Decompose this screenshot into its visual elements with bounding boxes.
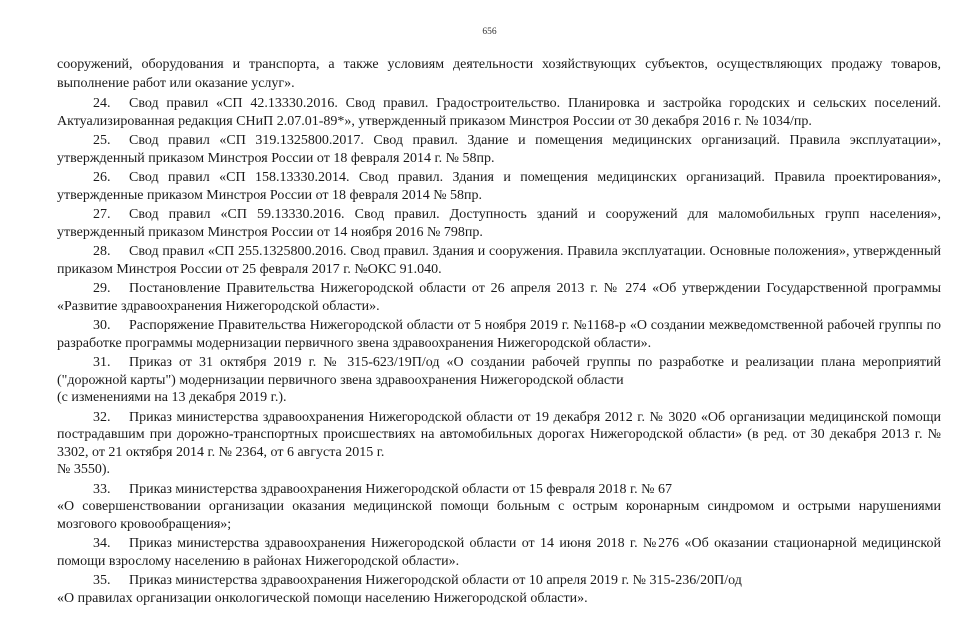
reference-text: Распоряжение Правительства Нижегородской области от 5 ноября 2019 г. №1168-р «О создании межведомственной рабочей группы по разработке программы модернизации первичного звена здравоохранения Нижегородской области». [57, 318, 941, 351]
reference-item [57, 572, 941, 607]
reference-text: Приказ министерства здравоохранения Нижегородской области от 15 февраля 2018 г. № 67 [129, 481, 673, 497]
reference-number: 30. [93, 318, 111, 333]
reference-continuation: «О правилах организации онкологической помощи населению Нижегородской области». [57, 590, 588, 606]
reference-item [57, 535, 941, 570]
reference-number: 31. [93, 355, 111, 370]
document-body [57, 55, 941, 607]
reference-continuation: «О совершенствовании организации оказания медицинской помощи больным с острым коронарным синдромом и острыми нарушениями мозгового кровообращения»; [57, 499, 941, 532]
reference-text: Свод правил «СП 319.1325800.2017. Свод правил. Здание и помещения медицинских организаций. Правила эксплуатации», утвержденный приказом Минстроя России от 18 февраля 2014 г. № 58пр. [57, 133, 941, 166]
reference-text: Свод правил «СП 158.13330.2014. Свод правил. Здания и помещения медицинских организаций. Правила проектирования», утвержденные приказом Минстроя России от 18 февраля 2014 № 58пр. [57, 170, 941, 203]
reference-number: 33. [93, 481, 111, 497]
reference-number: 24. [93, 96, 111, 111]
reference-item [57, 354, 941, 407]
reference-text: Приказ министерства здравоохранения Нижегородской области от 10 апреля 2019 г. № 315-236/20П/од [129, 573, 742, 588]
reference-item [57, 280, 941, 315]
reference-item [57, 409, 941, 479]
reference-number: 28. [93, 244, 111, 259]
reference-text: Свод правил «СП 59.13330.2016. Свод правил. Доступность зданий и сооружений для маломобильных групп населения», утвержденный приказом Минстроя России от 14 ноября 2016 № 798пр. [57, 207, 941, 240]
reference-item [57, 317, 941, 352]
reference-item [57, 132, 941, 167]
reference-number: 34. [93, 536, 111, 551]
reference-item [57, 206, 941, 241]
reference-number: 32. [93, 409, 111, 425]
reference-text: Приказ министерства здравоохранения Нижегородской области от 19 декабря 2012 г. № 3020 «Об организации медицинской помощи пострадавшим при дорожно-транспортных происшествиях на автомобильных дорогах Нижегородской области» (в ред. от 30 декабря 2013 г. № 3302, от 21 октября 2014 г. № 2364, от 6 августа 2015 г. [57, 409, 941, 460]
reference-number: 35. [93, 573, 111, 588]
reference-list [57, 95, 941, 607]
reference-text: Приказ от 31 октября 2019 г. № 315-623/19П/од «О создании рабочей группы по разработке и реализации плана мероприятий ("дорожной карты") модернизации первичного звена здравоохранения Нижегородской области [57, 355, 941, 388]
reference-number: 26. [93, 170, 111, 185]
reference-number: 27. [93, 207, 111, 222]
reference-text: Свод правил «СП 255.1325800.2016. Свод правил. Здания и сооружения. Правила эксплуатации. Основные положения», утвержденный приказом Минстроя России от 25 февраля 2017 г. №ОКС 91.040. [57, 244, 941, 277]
reference-continuation: № 3550). [57, 462, 111, 477]
intro-paragraph: сооружений, оборудования и транспорта, а также условиям деятельности хозяйствующих субъектов, осуществляющих продажу товаров, выполнение работ или оказание услуг». [57, 57, 941, 91]
reference-item [57, 169, 941, 204]
reference-item [57, 243, 941, 278]
reference-item [57, 481, 941, 534]
reference-text: Постановление Правительства Нижегородской области от 26 апреля 2013 г. № 274 «Об утверждении Государственной программы «Развитие здравоохранения Нижегородской области». [57, 281, 941, 314]
reference-number: 25. [93, 133, 111, 148]
reference-item [57, 95, 941, 130]
reference-text: Свод правил «СП 42.13330.2016. Свод правил. Градостроительство. Планировка и застройка городских и сельских поселений. Актуализированная редакция СНиП 2.07.01-89*», утвержденный приказом Минстроя России от 30 декабря 2016 г. № 1034/пр. [57, 96, 941, 129]
reference-number: 29. [93, 281, 111, 296]
page-number: 656 [482, 27, 497, 37]
reference-text: Приказ министерства здравоохранения Нижегородской области от 14 июня 2018 г. №276 «Об оказании стационарной медицинской помощи взрослому населению в районах Нижегородской области». [57, 536, 941, 569]
reference-continuation: (с изменениями на 13 декабря 2019 г.). [57, 390, 287, 405]
